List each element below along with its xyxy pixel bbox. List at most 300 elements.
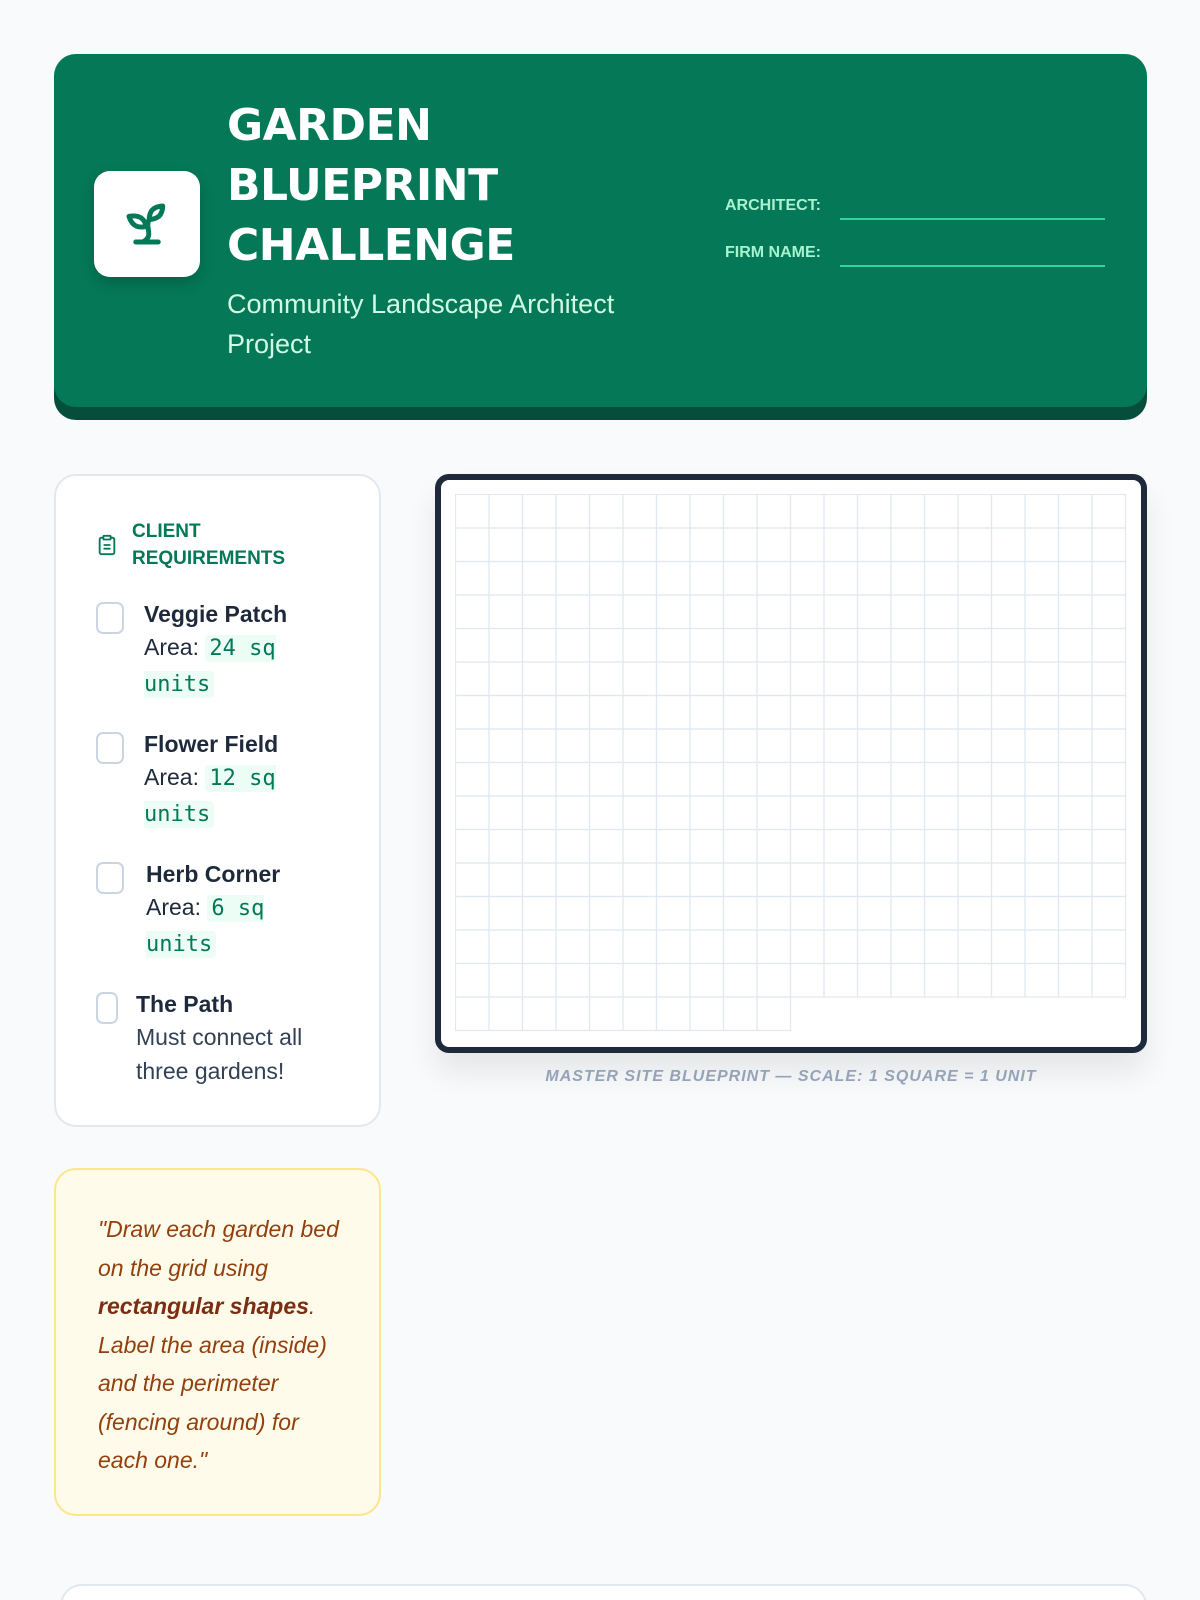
grid-cell[interactable] <box>623 830 657 864</box>
grid-cell[interactable] <box>489 763 523 797</box>
grid-cell[interactable] <box>925 662 959 696</box>
grid-cell[interactable] <box>824 495 858 529</box>
grid-cell[interactable] <box>456 595 490 629</box>
grid-cell[interactable] <box>456 696 490 730</box>
grid-cell[interactable] <box>657 729 691 763</box>
grid-cell[interactable] <box>1025 595 1059 629</box>
grid-cell[interactable] <box>824 662 858 696</box>
grid-cell[interactable] <box>657 796 691 830</box>
grid-cell[interactable] <box>891 562 925 596</box>
grid-cell[interactable] <box>1025 863 1059 897</box>
grid-cell[interactable] <box>556 495 590 529</box>
grid-cell[interactable] <box>824 696 858 730</box>
grid-cell[interactable] <box>757 662 791 696</box>
grid-cell[interactable] <box>791 796 825 830</box>
grid-cell[interactable] <box>657 897 691 931</box>
grid-cell[interactable] <box>523 495 557 529</box>
grid-cell[interactable] <box>523 763 557 797</box>
grid-cell[interactable] <box>456 495 490 529</box>
grid-cell[interactable] <box>958 964 992 998</box>
grid-cell[interactable] <box>623 528 657 562</box>
grid-cell[interactable] <box>623 595 657 629</box>
grid-cell[interactable] <box>791 562 825 596</box>
grid-cell[interactable] <box>925 729 959 763</box>
grid-cell[interactable] <box>925 897 959 931</box>
grid-cell[interactable] <box>623 662 657 696</box>
grid-cell[interactable] <box>958 595 992 629</box>
grid-cell[interactable] <box>690 997 724 1031</box>
grid-cell[interactable] <box>1059 863 1093 897</box>
grid-cell[interactable] <box>556 930 590 964</box>
grid-cell[interactable] <box>724 696 758 730</box>
grid-cell[interactable] <box>757 629 791 663</box>
grid-cell[interactable] <box>791 696 825 730</box>
grid-cell[interactable] <box>456 562 490 596</box>
grid-cell[interactable] <box>1025 763 1059 797</box>
grid-cell[interactable] <box>1059 763 1093 797</box>
blueprint-grid[interactable] <box>455 494 1127 1032</box>
firm-name-field[interactable] <box>725 231 1105 267</box>
grid-cell[interactable] <box>456 930 490 964</box>
grid-cell[interactable] <box>489 930 523 964</box>
grid-cell[interactable] <box>925 528 959 562</box>
grid-cell[interactable] <box>556 729 590 763</box>
grid-cell[interactable] <box>690 763 724 797</box>
grid-cell[interactable] <box>757 796 791 830</box>
grid-cell[interactable] <box>1092 495 1126 529</box>
grid-cell[interactable] <box>858 796 892 830</box>
firm-name-input-line[interactable] <box>840 265 1105 267</box>
grid-cell[interactable] <box>891 763 925 797</box>
grid-cell[interactable] <box>623 763 657 797</box>
grid-cell[interactable] <box>489 863 523 897</box>
grid-cell[interactable] <box>690 662 724 696</box>
grid-cell[interactable] <box>724 830 758 864</box>
grid-cell[interactable] <box>858 662 892 696</box>
grid-cell[interactable] <box>757 528 791 562</box>
grid-cell[interactable] <box>1025 930 1059 964</box>
grid-cell[interactable] <box>590 964 624 998</box>
grid-cell[interactable] <box>724 964 758 998</box>
grid-cell[interactable] <box>456 528 490 562</box>
grid-cell[interactable] <box>858 964 892 998</box>
grid-cell[interactable] <box>690 729 724 763</box>
grid-cell[interactable] <box>523 997 557 1031</box>
grid-cell[interactable] <box>489 562 523 596</box>
grid-cell[interactable] <box>489 796 523 830</box>
grid-cell[interactable] <box>690 595 724 629</box>
grid-cell[interactable] <box>858 629 892 663</box>
grid-cell[interactable] <box>1092 696 1126 730</box>
grid-cell[interactable] <box>556 763 590 797</box>
grid-cell[interactable] <box>1025 964 1059 998</box>
grid-cell[interactable] <box>824 528 858 562</box>
grid-cell[interactable] <box>858 562 892 596</box>
grid-cell[interactable] <box>657 830 691 864</box>
grid-cell[interactable] <box>824 729 858 763</box>
architect-input-line[interactable] <box>840 218 1105 220</box>
grid-cell[interactable] <box>757 997 791 1031</box>
grid-cell[interactable] <box>992 562 1026 596</box>
grid-cell[interactable] <box>891 930 925 964</box>
grid-cell[interactable] <box>992 930 1026 964</box>
grid-cell[interactable] <box>891 629 925 663</box>
grid-cell[interactable] <box>489 629 523 663</box>
grid-cell[interactable] <box>456 629 490 663</box>
grid-cell[interactable] <box>1092 863 1126 897</box>
grid-cell[interactable] <box>623 729 657 763</box>
grid-cell[interactable] <box>891 796 925 830</box>
grid-cell[interactable] <box>489 729 523 763</box>
grid-cell[interactable] <box>925 595 959 629</box>
grid-cell[interactable] <box>590 595 624 629</box>
grid-cell[interactable] <box>456 997 490 1031</box>
grid-cell[interactable] <box>925 696 959 730</box>
grid-cell[interactable] <box>523 863 557 897</box>
grid-cell[interactable] <box>489 964 523 998</box>
grid-cell[interactable] <box>456 863 490 897</box>
grid-cell[interactable] <box>690 528 724 562</box>
grid-cell[interactable] <box>992 662 1026 696</box>
grid-cell[interactable] <box>523 930 557 964</box>
grid-cell[interactable] <box>925 562 959 596</box>
grid-cell[interactable] <box>657 997 691 1031</box>
grid-cell[interactable] <box>1025 696 1059 730</box>
grid-cell[interactable] <box>992 629 1026 663</box>
grid-cell[interactable] <box>623 629 657 663</box>
grid-cell[interactable] <box>1092 595 1126 629</box>
grid-cell[interactable] <box>690 897 724 931</box>
grid-cell[interactable] <box>791 495 825 529</box>
grid-cell[interactable] <box>657 696 691 730</box>
grid-cell[interactable] <box>891 495 925 529</box>
the-path-checkbox[interactable] <box>96 992 118 1024</box>
grid-cell[interactable] <box>724 729 758 763</box>
grid-cell[interactable] <box>824 796 858 830</box>
grid-cell[interactable] <box>590 696 624 730</box>
grid-cell[interactable] <box>590 997 624 1031</box>
grid-cell[interactable] <box>858 696 892 730</box>
grid-cell[interactable] <box>925 763 959 797</box>
grid-cell[interactable] <box>757 863 791 897</box>
grid-cell[interactable] <box>1059 595 1093 629</box>
grid-cell[interactable] <box>858 863 892 897</box>
grid-cell[interactable] <box>1092 796 1126 830</box>
grid-cell[interactable] <box>824 763 858 797</box>
grid-cell[interactable] <box>1092 763 1126 797</box>
grid-cell[interactable] <box>724 562 758 596</box>
grid-cell[interactable] <box>456 796 490 830</box>
grid-cell[interactable] <box>1059 964 1093 998</box>
grid-cell[interactable] <box>824 964 858 998</box>
grid-cell[interactable] <box>858 528 892 562</box>
grid-cell[interactable] <box>858 729 892 763</box>
grid-cell[interactable] <box>456 729 490 763</box>
grid-cell[interactable] <box>523 964 557 998</box>
grid-cell[interactable] <box>1059 796 1093 830</box>
grid-cell[interactable] <box>925 796 959 830</box>
grid-cell[interactable] <box>1092 729 1126 763</box>
grid-cell[interactable] <box>791 629 825 663</box>
grid-cell[interactable] <box>757 495 791 529</box>
grid-cell[interactable] <box>791 763 825 797</box>
grid-cell[interactable] <box>590 662 624 696</box>
grid-cell[interactable] <box>791 528 825 562</box>
grid-cell[interactable] <box>657 562 691 596</box>
grid-cell[interactable] <box>556 964 590 998</box>
grid-cell[interactable] <box>1059 729 1093 763</box>
grid-cell[interactable] <box>1059 662 1093 696</box>
grid-cell[interactable] <box>858 763 892 797</box>
grid-cell[interactable] <box>657 528 691 562</box>
grid-cell[interactable] <box>556 629 590 663</box>
grid-cell[interactable] <box>456 897 490 931</box>
grid-cell[interactable] <box>958 495 992 529</box>
grid-cell[interactable] <box>523 595 557 629</box>
grid-cell[interactable] <box>958 662 992 696</box>
grid-cell[interactable] <box>1092 964 1126 998</box>
grid-cell[interactable] <box>724 629 758 663</box>
grid-cell[interactable] <box>456 763 490 797</box>
grid-cell[interactable] <box>891 830 925 864</box>
grid-cell[interactable] <box>791 729 825 763</box>
grid-cell[interactable] <box>1092 662 1126 696</box>
grid-cell[interactable] <box>623 562 657 596</box>
grid-cell[interactable] <box>523 629 557 663</box>
grid-cell[interactable] <box>757 897 791 931</box>
grid-cell[interactable] <box>523 562 557 596</box>
grid-cell[interactable] <box>891 696 925 730</box>
grid-cell[interactable] <box>1092 562 1126 596</box>
grid-cell[interactable] <box>958 562 992 596</box>
grid-cell[interactable] <box>791 595 825 629</box>
grid-cell[interactable] <box>958 696 992 730</box>
grid-cell[interactable] <box>590 495 624 529</box>
grid-cell[interactable] <box>757 729 791 763</box>
grid-cell[interactable] <box>556 662 590 696</box>
grid-cell[interactable] <box>891 863 925 897</box>
grid-cell[interactable] <box>791 662 825 696</box>
grid-cell[interactable] <box>590 763 624 797</box>
grid-cell[interactable] <box>1092 629 1126 663</box>
grid-cell[interactable] <box>724 528 758 562</box>
grid-cell[interactable] <box>590 830 624 864</box>
grid-cell[interactable] <box>657 629 691 663</box>
grid-cell[interactable] <box>958 796 992 830</box>
grid-cell[interactable] <box>891 897 925 931</box>
grid-cell[interactable] <box>992 595 1026 629</box>
grid-cell[interactable] <box>1025 562 1059 596</box>
grid-cell[interactable] <box>1025 729 1059 763</box>
grid-cell[interactable] <box>489 997 523 1031</box>
grid-svg[interactable] <box>455 494 1127 1032</box>
grid-cell[interactable] <box>992 863 1026 897</box>
grid-cell[interactable] <box>724 495 758 529</box>
grid-cell[interactable] <box>992 897 1026 931</box>
herb-corner-checkbox[interactable] <box>96 862 124 894</box>
grid-cell[interactable] <box>791 964 825 998</box>
grid-cell[interactable] <box>757 964 791 998</box>
grid-cell[interactable] <box>724 763 758 797</box>
grid-cell[interactable] <box>824 830 858 864</box>
grid-cell[interactable] <box>724 930 758 964</box>
grid-cell[interactable] <box>556 863 590 897</box>
grid-cell[interactable] <box>1059 562 1093 596</box>
grid-cell[interactable] <box>992 763 1026 797</box>
grid-cell[interactable] <box>925 964 959 998</box>
grid-cell[interactable] <box>724 595 758 629</box>
grid-cell[interactable] <box>623 495 657 529</box>
grid-cell[interactable] <box>858 830 892 864</box>
grid-cell[interactable] <box>590 528 624 562</box>
grid-cell[interactable] <box>1025 830 1059 864</box>
grid-cell[interactable] <box>925 629 959 663</box>
grid-cell[interactable] <box>690 495 724 529</box>
grid-cell[interactable] <box>824 562 858 596</box>
grid-cell[interactable] <box>824 863 858 897</box>
grid-cell[interactable] <box>992 830 1026 864</box>
grid-cell[interactable] <box>523 662 557 696</box>
grid-cell[interactable] <box>992 528 1026 562</box>
grid-cell[interactable] <box>757 562 791 596</box>
grid-cell[interactable] <box>556 562 590 596</box>
grid-cell[interactable] <box>623 897 657 931</box>
grid-cell[interactable] <box>657 495 691 529</box>
grid-cell[interactable] <box>791 863 825 897</box>
grid-cell[interactable] <box>489 528 523 562</box>
grid-cell[interactable] <box>623 696 657 730</box>
grid-cell[interactable] <box>791 930 825 964</box>
grid-cell[interactable] <box>1059 495 1093 529</box>
grid-cell[interactable] <box>556 897 590 931</box>
grid-cell[interactable] <box>1059 528 1093 562</box>
grid-cell[interactable] <box>1092 930 1126 964</box>
grid-cell[interactable] <box>523 729 557 763</box>
grid-cell[interactable] <box>757 930 791 964</box>
grid-cell[interactable] <box>489 495 523 529</box>
grid-cell[interactable] <box>623 997 657 1031</box>
grid-cell[interactable] <box>992 964 1026 998</box>
grid-cell[interactable] <box>891 662 925 696</box>
grid-cell[interactable] <box>1092 830 1126 864</box>
grid-cell[interactable] <box>891 528 925 562</box>
grid-cell[interactable] <box>556 997 590 1031</box>
grid-cell[interactable] <box>590 629 624 663</box>
grid-cell[interactable] <box>1025 629 1059 663</box>
grid-cell[interactable] <box>556 696 590 730</box>
grid-cell[interactable] <box>757 763 791 797</box>
grid-cell[interactable] <box>958 930 992 964</box>
grid-cell[interactable] <box>992 796 1026 830</box>
grid-cell[interactable] <box>992 729 1026 763</box>
grid-cell[interactable] <box>891 964 925 998</box>
grid-cell[interactable] <box>556 528 590 562</box>
grid-cell[interactable] <box>724 796 758 830</box>
grid-cell[interactable] <box>925 863 959 897</box>
grid-cell[interactable] <box>1059 629 1093 663</box>
grid-cell[interactable] <box>657 662 691 696</box>
grid-cell[interactable] <box>556 796 590 830</box>
grid-cell[interactable] <box>724 897 758 931</box>
grid-cell[interactable] <box>724 662 758 696</box>
grid-cell[interactable] <box>690 964 724 998</box>
grid-cell[interactable] <box>824 930 858 964</box>
grid-cell[interactable] <box>1092 897 1126 931</box>
grid-cell[interactable] <box>489 595 523 629</box>
grid-cell[interactable] <box>456 964 490 998</box>
grid-cell[interactable] <box>791 897 825 931</box>
grid-cell[interactable] <box>858 897 892 931</box>
grid-cell[interactable] <box>1025 662 1059 696</box>
grid-cell[interactable] <box>1059 830 1093 864</box>
grid-cell[interactable] <box>623 964 657 998</box>
grid-cell[interactable] <box>1059 696 1093 730</box>
grid-cell[interactable] <box>858 930 892 964</box>
veggie-patch-checkbox[interactable] <box>96 602 124 634</box>
grid-cell[interactable] <box>456 830 490 864</box>
grid-cell[interactable] <box>958 830 992 864</box>
flower-field-checkbox[interactable] <box>96 732 124 764</box>
grid-cell[interactable] <box>489 830 523 864</box>
grid-cell[interactable] <box>824 595 858 629</box>
grid-cell[interactable] <box>1025 495 1059 529</box>
grid-cell[interactable] <box>690 629 724 663</box>
grid-cell[interactable] <box>590 562 624 596</box>
grid-cell[interactable] <box>590 897 624 931</box>
grid-cell[interactable] <box>623 796 657 830</box>
grid-cell[interactable] <box>724 863 758 897</box>
grid-cell[interactable] <box>925 830 959 864</box>
grid-cell[interactable] <box>489 662 523 696</box>
grid-cell[interactable] <box>690 562 724 596</box>
grid-cell[interactable] <box>657 863 691 897</box>
grid-cell[interactable] <box>858 595 892 629</box>
grid-cell[interactable] <box>992 495 1026 529</box>
grid-cell[interactable] <box>590 930 624 964</box>
grid-cell[interactable] <box>757 595 791 629</box>
grid-cell[interactable] <box>791 830 825 864</box>
architect-field[interactable] <box>725 184 1105 220</box>
grid-cell[interactable] <box>690 863 724 897</box>
grid-cell[interactable] <box>590 796 624 830</box>
grid-cell[interactable] <box>1059 930 1093 964</box>
grid-cell[interactable] <box>1092 528 1126 562</box>
grid-cell[interactable] <box>556 830 590 864</box>
grid-cell[interactable] <box>925 495 959 529</box>
grid-cell[interactable] <box>992 696 1026 730</box>
grid-cell[interactable] <box>757 696 791 730</box>
grid-cell[interactable] <box>724 997 758 1031</box>
grid-cell[interactable] <box>1025 796 1059 830</box>
grid-cell[interactable] <box>623 863 657 897</box>
grid-cell[interactable] <box>623 930 657 964</box>
grid-cell[interactable] <box>690 830 724 864</box>
grid-cell[interactable] <box>690 930 724 964</box>
grid-cell[interactable] <box>456 662 490 696</box>
grid-cell[interactable] <box>891 729 925 763</box>
grid-cell[interactable] <box>523 897 557 931</box>
grid-cell[interactable] <box>958 763 992 797</box>
grid-cell[interactable] <box>523 830 557 864</box>
grid-cell[interactable] <box>1059 897 1093 931</box>
grid-cell[interactable] <box>958 528 992 562</box>
grid-cell[interactable] <box>489 897 523 931</box>
grid-cell[interactable] <box>958 629 992 663</box>
grid-cell[interactable] <box>958 897 992 931</box>
grid-cell[interactable] <box>824 629 858 663</box>
grid-cell[interactable] <box>657 964 691 998</box>
grid-cell[interactable] <box>590 729 624 763</box>
